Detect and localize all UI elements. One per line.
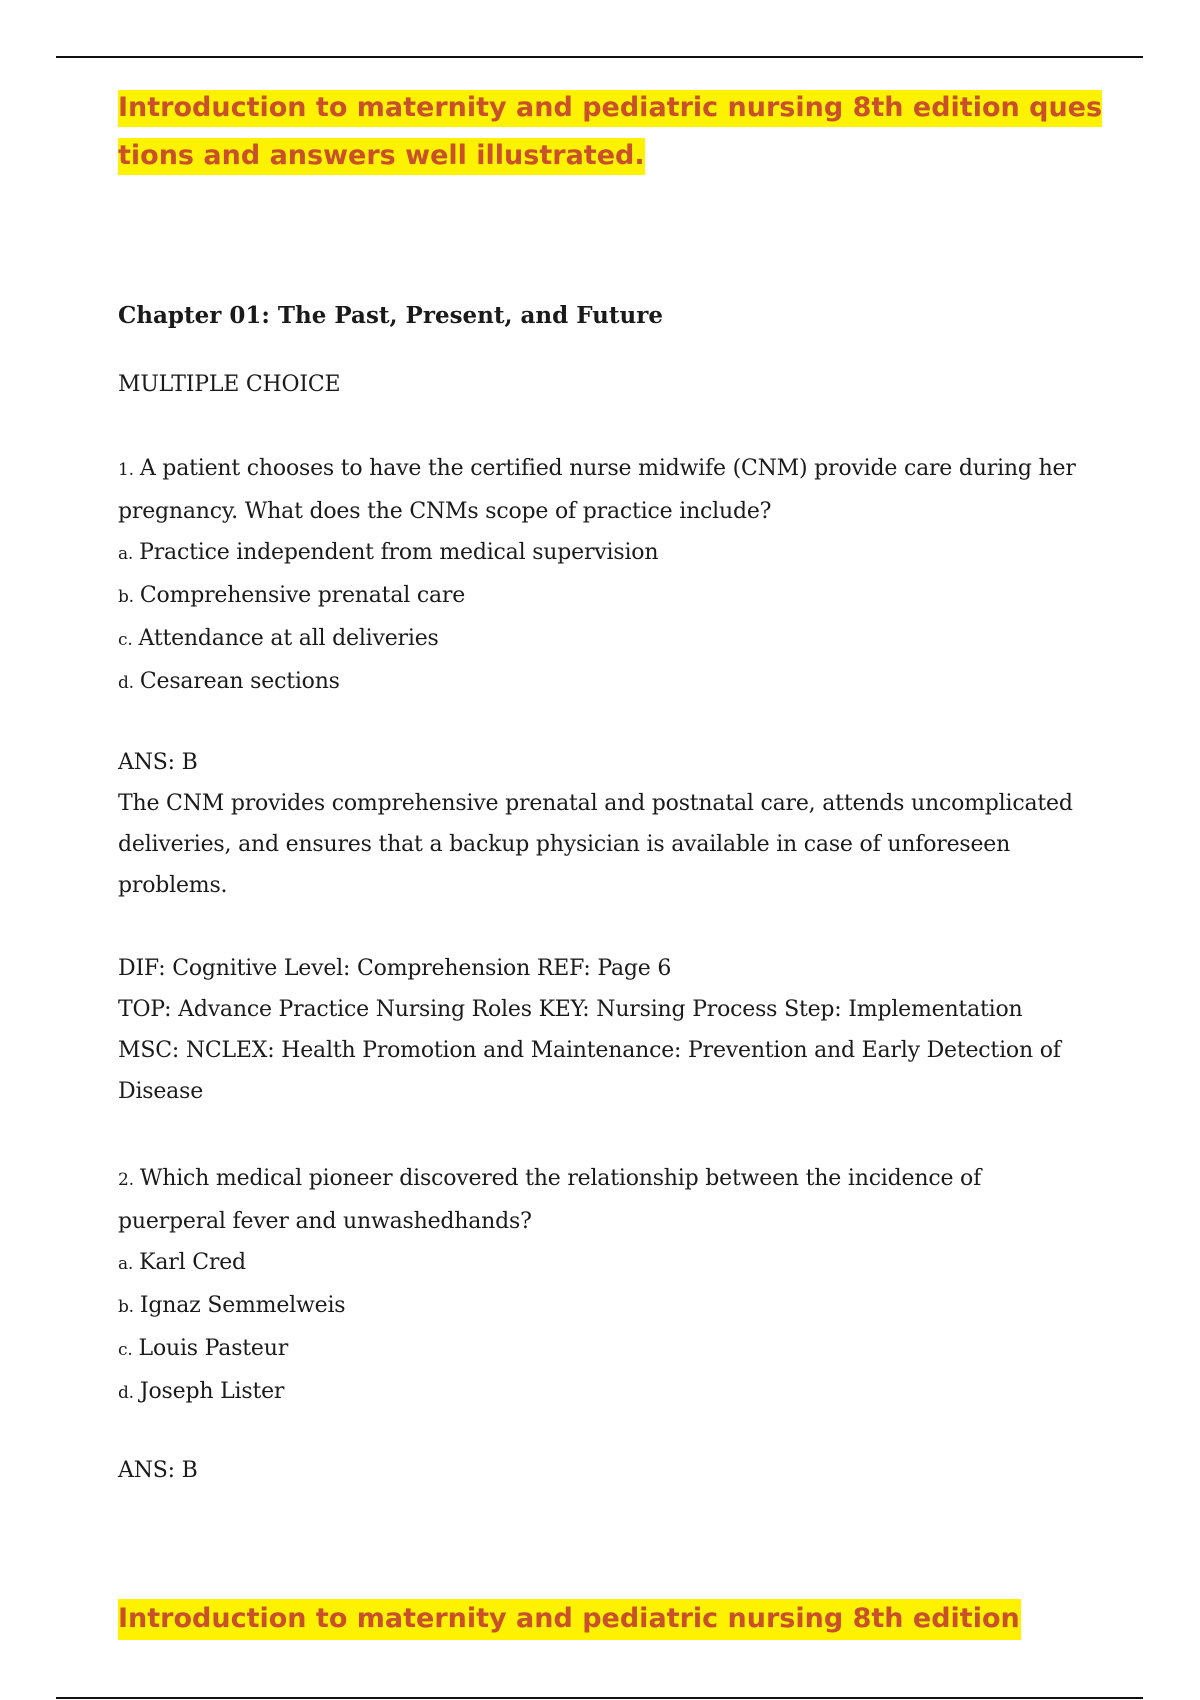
option-text: Attendance at all deliveries bbox=[138, 626, 439, 651]
option-text: Louis Pasteur bbox=[138, 1336, 289, 1361]
section-label: MULTIPLE CHOICE bbox=[118, 372, 341, 397]
metadata-block-1 bbox=[118, 948, 1098, 1112]
option-d bbox=[118, 661, 1098, 704]
question-1 bbox=[118, 448, 1098, 704]
option-b bbox=[118, 575, 1098, 618]
option-letter: b. bbox=[118, 587, 134, 607]
rationale-line: The CNM provides comprehensive prenatal and postnatal care, attends uncomplicated bbox=[118, 791, 1073, 816]
option-letter: c. bbox=[118, 630, 133, 650]
question-stem-line2: pregnancy. What does the CNMs scope of practice include? bbox=[118, 499, 772, 524]
option-letter: b. bbox=[118, 1297, 134, 1317]
option-c bbox=[118, 1328, 1098, 1371]
question-stem-line2: puerperal fever and unwashedhands? bbox=[118, 1209, 532, 1234]
meta-line: TOP: Advance Practice Nursing Roles KEY: Nursing Process Step: Implementation bbox=[118, 997, 1023, 1022]
footer-title bbox=[118, 1595, 1021, 1643]
option-d bbox=[118, 1371, 1098, 1414]
answer-key: ANS: B bbox=[118, 750, 198, 775]
option-letter: d. bbox=[118, 1383, 134, 1403]
option-text: Joseph Lister bbox=[139, 1379, 285, 1404]
meta-line: MSC: NCLEX: Health Promotion and Maintenance: Prevention and Early Detection of bbox=[118, 1038, 1061, 1063]
meta-line: DIF: Cognitive Level: Comprehension REF: Page 6 bbox=[118, 956, 672, 981]
answer-key-2: ANS: B bbox=[118, 1458, 198, 1483]
bottom-divider bbox=[56, 1697, 1143, 1699]
answer-block-1 bbox=[118, 742, 1098, 906]
rationale-line: problems. bbox=[118, 873, 228, 898]
option-text: Practice independent from medical supervision bbox=[139, 540, 659, 565]
question-stem-line1: Which medical pioneer discovered the relationship between the incidence of bbox=[139, 1166, 982, 1191]
option-a bbox=[118, 532, 1098, 575]
top-divider bbox=[56, 56, 1143, 58]
option-letter: d. bbox=[118, 673, 134, 693]
question-number: 2. bbox=[118, 1170, 134, 1190]
document-title-line1: Introduction to maternity and pediatric nursing 8th edition ques bbox=[118, 90, 1102, 127]
meta-line: Disease bbox=[118, 1079, 204, 1104]
option-text: Comprehensive prenatal care bbox=[139, 583, 466, 608]
question-stem-line1: A patient chooses to have the certified nurse midwife (CNM) provide care during her bbox=[139, 456, 1076, 481]
question-stem bbox=[118, 1158, 1098, 1201]
document-header bbox=[118, 84, 1108, 180]
option-letter: c. bbox=[118, 1340, 133, 1360]
option-b bbox=[118, 1285, 1098, 1328]
question-2 bbox=[118, 1158, 1098, 1414]
option-text: Ignaz Semmelweis bbox=[139, 1293, 346, 1318]
option-text: Cesarean sections bbox=[139, 669, 340, 694]
option-c bbox=[118, 618, 1098, 661]
option-a bbox=[118, 1242, 1098, 1285]
question-stem bbox=[118, 448, 1098, 491]
option-text: Karl Cred bbox=[139, 1250, 246, 1275]
footer-title-text: Introduction to maternity and pediatric nursing 8th edition bbox=[118, 1599, 1021, 1640]
document-title-line2: tions and answers well illustrated. bbox=[118, 138, 645, 175]
document-title bbox=[118, 84, 1108, 180]
option-letter: a. bbox=[118, 544, 134, 564]
option-letter: a. bbox=[118, 1254, 134, 1274]
question-number: 1. bbox=[118, 460, 134, 480]
rationale-line: deliveries, and ensures that a backup physician is available in case of unforeseen bbox=[118, 832, 1011, 857]
chapter-heading: Chapter 01: The Past, Present, and Future bbox=[118, 302, 663, 329]
